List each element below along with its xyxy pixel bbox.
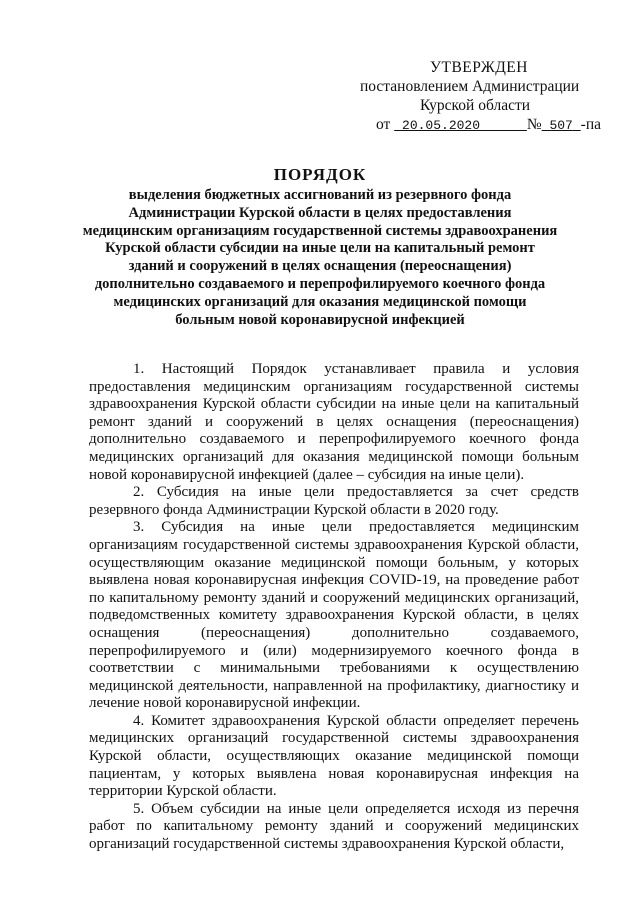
- approval-region: Курской области: [420, 97, 531, 114]
- title-line: дополнительно создаваемого и перепрофилируемого коечного фонда: [94, 275, 546, 292]
- title-line: больным новой коронавирусной инфекцией: [175, 311, 465, 328]
- paragraph-4: 4. Комитет здравоохранения Курской области определяет перечень медицинских организаций государственной системы здравоохранения Курской области, осуществляющих оказание медицинской помощи пациентам, у которых выявлена новая коронавирусная инфекция на территории Курской области.: [89, 712, 579, 800]
- paragraph-5: 5. Объем субсидии на иные цели определяется исходя из перечня работ по капитальному ремонту зданий и сооружений медицинских организаций государственной системы здравоохранения Курской области,: [89, 800, 579, 853]
- approval-stamp: [360, 58, 610, 135]
- approval-suffix: -па: [580, 116, 602, 133]
- approval-date-number: [376, 115, 610, 135]
- title-main: ПОРЯДОК: [273, 165, 367, 184]
- title-line: Администрации Курской области в целях предоставления: [128, 204, 512, 221]
- approval-by-line: постановлением Администрации: [360, 78, 580, 95]
- title-line: Курской области субсидии на иные цели на капитальный ремонт: [105, 240, 535, 257]
- paragraph-1: 1. Настоящий Порядок устанавливает правила и условия предоставления медицинским организациям государственной системы здравоохранения Курской области субсидии на иные цели на капитальный ремонт зданий и сооружений в целях оснащения (переоснащения) дополнительно создаваемого и перепрофилируемого коечного фонда медицинских организаций для оказания медицинской помощи больным новой коронавирусной инфекцией (далее – субсидия на иные цели).: [89, 361, 579, 483]
- approval-number: 507: [549, 118, 573, 133]
- approval-number-sign: №: [526, 116, 542, 133]
- approval-heading: УТВЕРЖДЕН: [430, 59, 528, 76]
- approval-date: 20.05.2020: [402, 118, 481, 133]
- document-body: [89, 361, 579, 854]
- paragraph-3: 3. Субсидия на иные цели предоставляется медицинским организациям государственной системы здравоохранения Курской области, осуществляющим оказание медицинской помощи больным, у которых выявлена новая коронавирусная инфекция COVID-19, на проведение работ по капитальному ремонту зданий и сооружений медицинских организаций, подведомственных комитету здравоохранения Курской области, в целях оснащения (переоснащения) дополнительно создаваемого, перепрофилируемого и (или) модернизируемого коечного фонда в соответствии с минимальными требованиями к осуществлению медицинской деятельности, направленной на профилактику, диагностику и лечение новой коронавирусной инфекции.: [89, 519, 579, 712]
- paragraph-2: 2. Субсидия на иные цели предоставляется за счет средств резервного фонда Администрации Курской области в 2020 году.: [89, 484, 579, 518]
- title-line: выделения бюджетных ассигнований из резервного фонда: [128, 187, 512, 203]
- title-line: медицинских организаций для оказания медицинской помощи: [113, 293, 527, 310]
- approval-from-prefix: от: [376, 116, 391, 133]
- title-line: медицинским организациям государственной системы здравоохранения: [82, 222, 558, 239]
- title-line: зданий и сооружений в целях оснащения (переоснащения): [128, 258, 512, 275]
- document-title: [60, 165, 580, 329]
